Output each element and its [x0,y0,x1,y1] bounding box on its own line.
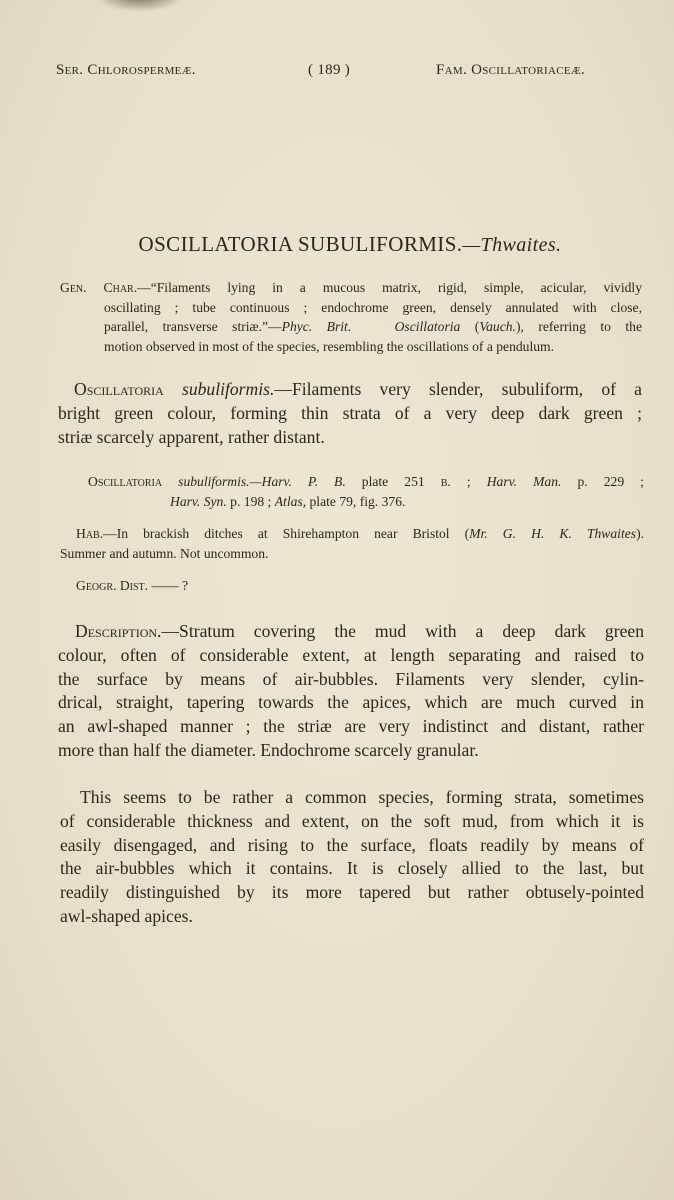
description-line: more than half the diameter. Endochrome scarcely granular. [58,739,479,760]
diagnosis-genus: Oscillatoria [74,379,164,399]
description-line: —Stratum covering the mud with a deep dark green [161,621,644,641]
gen-char-ref: Phyc. Brit. [281,319,352,334]
running-head-series: Ser. Chlorospermeæ. [56,62,196,78]
description-line: colour, often of considerable extent, at length separating and raised to [58,644,644,665]
synonym-species: subuliformis. [178,474,250,489]
gen-char-line: parallel, transverse striæ.”— [104,319,282,334]
synonym-ref: Harv. Syn. [170,493,227,509]
habitat-season: Summer and autumn. Not uncommon. [60,545,269,561]
synonym-genus: Oscillatoria [88,474,163,489]
remarks-line: the air-bubbles which it contains. It is closely allied to the last, but [60,858,644,879]
description-line: the surface by means of air-bubbles. Filaments very slender, cylin- [58,668,644,689]
description-label: Description. [75,621,162,641]
generic-character [60,278,642,356]
habitat [60,524,644,563]
diagnosis-line: bright green colour, forming thin strata of a very deep dark green ; [58,402,642,423]
habitat-label: Hab. [76,526,104,541]
synonymy [88,472,644,511]
diagnosis-line: striæ scarcely apparent, rather distant. [58,426,325,447]
gen-char-ref: Oscillatoria [394,319,461,334]
gen-char-line: motion observed in most of the species, resembling the oscillations of a pendulum. [104,338,555,354]
geogr-value: —— ? [151,578,189,593]
diagnosis-line: —Filaments very slender, subuliform, of a [274,379,642,399]
synonym-sep: ; [466,474,471,489]
running-head-family: Fam. Oscillatoriaceæ. [436,62,585,78]
remarks-line: awl-shaped apices. [60,905,193,926]
gen-char-ref: Vauch. [479,319,516,334]
gen-char-line: ), referring to the [515,319,642,334]
geographic-distribution [76,576,476,596]
synonym-ref: plate 251 [361,474,425,489]
synonym-ref: —Harv. P. B. [249,474,346,489]
gen-char-line: —“Filaments lying in a mucous matrix, rigid, simple, acicular, vividly [137,280,642,295]
description-line: an awl-shaped manner ; the striæ are very indistinct and distant, rather [58,716,644,737]
remarks-line: of considerable thickness and extent, on the soft mud, from which it is [60,810,644,831]
species-diagnosis [58,378,642,449]
synonym-ref: Harv. Man. [486,474,562,489]
page-corner-shadow [95,0,185,12]
remarks-line: readily distinguished by its more tapered but rather obtusely-pointed [60,882,644,903]
geogr-label: Geogr. Dist. [76,578,149,593]
synonym-ref: plate 79, fig. 376. [309,493,406,509]
description [58,620,644,763]
synonym-ref: p. 229 ; [577,474,644,489]
gen-char-paren: ( [460,319,480,334]
gen-char-line: oscillating ; tube continuous ; endochrome green, densely annulated with close, [104,299,642,315]
habitat-collector: Mr. G. H. K. Thwaites [469,526,637,541]
species-authority: —Thwaites. [462,234,562,256]
gen-char-label: Gen. Char. [60,280,138,295]
description-line: drical, straight, tapering towards the apices, which are much curved in [58,692,644,713]
species-title [60,232,640,257]
synonym-ref: p. 198 ; [230,493,272,509]
remarks-line: easily disengaged, and rising to the surface, floats readily by means of [60,834,644,855]
synonym-ref: Atlas, [274,493,307,509]
species-name: OSCILLATORIA SUBULIFORMIS. [138,232,463,256]
running-head [0,62,674,86]
remarks-paragraph [60,786,644,929]
diagnosis-species: subuliformis. [181,379,275,399]
remarks-line: This seems to be rather a common species, forming strata, sometimes [80,787,644,807]
page-number: ( 189 ) [308,62,351,78]
habitat-text: —In brackish ditches at Shirehampton near Bristol ( [103,526,470,541]
synonym-ref: b. [440,474,451,489]
habitat-text: ). [636,526,644,541]
